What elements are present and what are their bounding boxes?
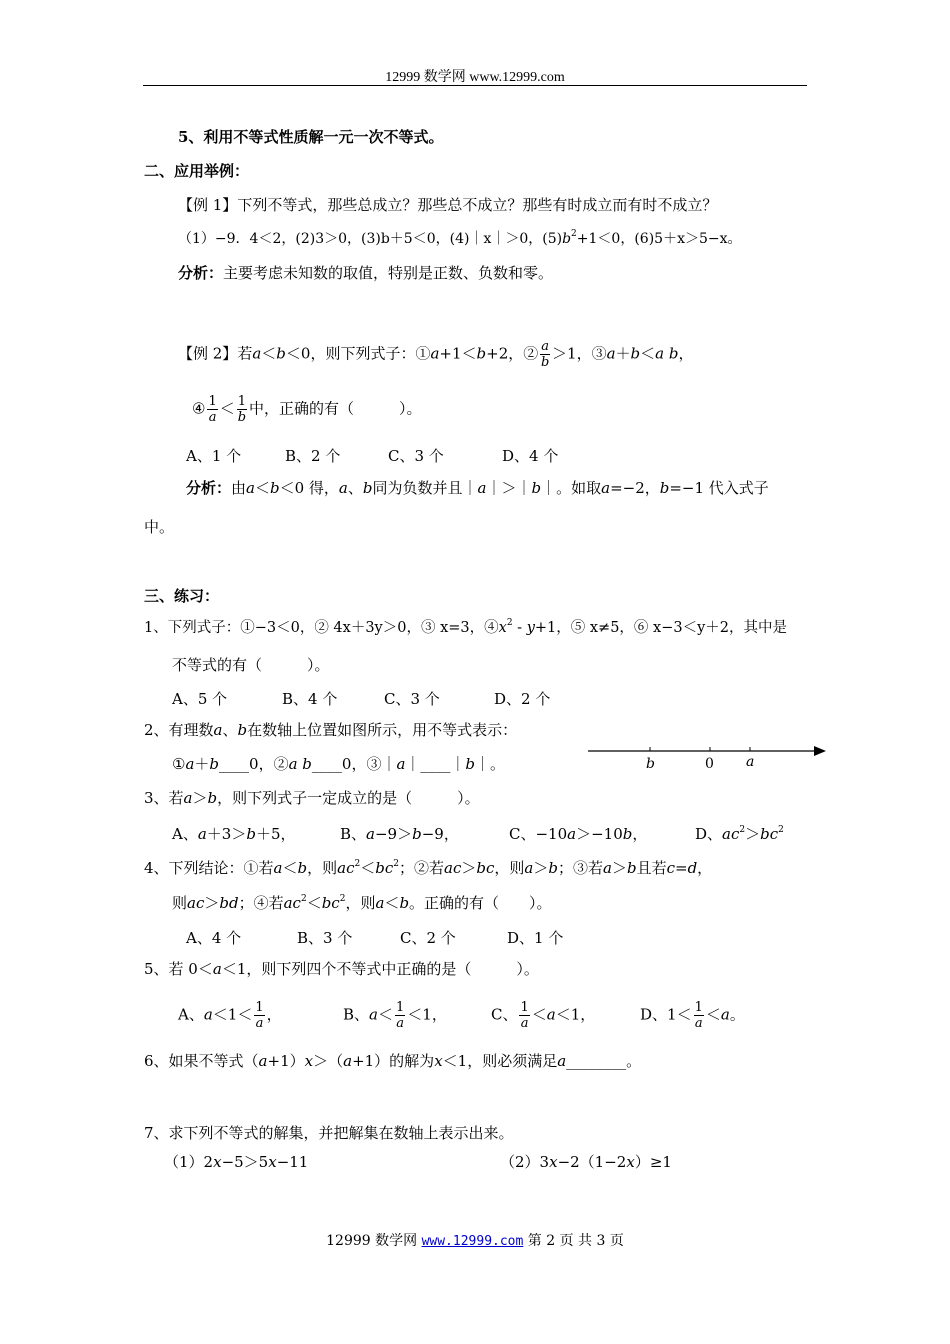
q4-option-c: C、2 个: [400, 929, 456, 947]
text: C、: [491, 1005, 518, 1024]
example1-question: [178, 195, 717, 215]
var-y: y: [526, 620, 535, 636]
q5-option-a: A、a＜1＜ $\frac{1}{a}$ ，: [178, 1000, 282, 1031]
text: ④: [192, 399, 206, 418]
var-b: b: [362, 479, 373, 497]
q7-line1: 7、求下列不等式的解集，并把解集在数轴上表示出来。: [144, 1124, 514, 1142]
example1-items-text: （1）−9．4＜2，(2)3＞0，(3)b＋5＜0，(4)｜x｜＞0，(5): [178, 231, 563, 247]
example2-label: 【例 2】: [178, 344, 238, 363]
var-b: b: [270, 479, 280, 497]
q3-option-c: C、−10a＞−10b，: [509, 825, 648, 843]
example2-option-c: C、3 个: [388, 447, 444, 465]
var-b: b: [207, 789, 218, 807]
text: D、: [695, 825, 723, 843]
text: ｜。如取: [541, 479, 602, 497]
example2-analysis-cont: 中。: [144, 518, 175, 536]
text: 6、如果不等式（: [144, 1052, 259, 1070]
example1-label: 【例 1】: [178, 196, 238, 214]
text: 中，正确的有（ ）。: [249, 399, 422, 418]
q2-line2: ①a＋b____0，②a b____0，③｜a｜____｜b｜。: [172, 755, 506, 773]
var-b: b: [562, 231, 572, 247]
var-b: b: [630, 344, 641, 363]
var-b: b: [276, 344, 286, 363]
text: 、: [222, 721, 238, 739]
footer-link[interactable]: www.12999.com: [421, 1234, 524, 1249]
text: ＋: [615, 344, 631, 363]
q4-option-b: B、3 个: [297, 929, 353, 947]
q3-option-b: B、a−9＞b−9，: [340, 825, 459, 843]
header-rule: [143, 85, 807, 86]
var-a: a: [185, 755, 195, 773]
example1-items-tail: +1＜0，(6)5＋x＞5−x。: [576, 231, 742, 247]
text: 由: [231, 479, 247, 497]
text: ｜。: [475, 755, 506, 773]
text: ＜0 得，: [279, 479, 339, 497]
q6-line: 6、如果不等式（a+1）x＞（a+1）的解为x＜1，则必须满足a________。: [144, 1052, 642, 1070]
page-footer: [0, 1230, 950, 1250]
axis-label-a: a: [746, 754, 755, 770]
text: ）≥1: [634, 1153, 672, 1171]
text: A、: [172, 825, 198, 843]
example1-text: 下列不等式，那些总成立？那些总不成立？那些有时成立而有时不成立？: [237, 196, 718, 214]
text: C、−10: [509, 825, 568, 843]
var-b: b: [465, 755, 476, 773]
q5-option-b: B、a＜ $\frac{1}{a}$ ＜1，: [343, 1000, 447, 1031]
footer-site: 12999 数学网: [326, 1233, 418, 1249]
text: B、: [340, 825, 367, 843]
example2-line1: 【例 2】若a＜b＜0，则下列式子：①a+1＜b+2，② $\frac{a}{b}$ ＞1，③a＋b＜a b，: [178, 339, 694, 370]
text: +1，⑤ x≠5，⑥ x−3＜y＋2，其中是: [534, 620, 788, 636]
q4-line2: 则ac＞bd；④若$ac^2<bc^2$，则a＜b。正确的有（ ）。: [172, 894, 552, 912]
text: +2，②: [486, 344, 539, 363]
text: =−1 代入式子: [669, 479, 769, 497]
q1-line1: 1、下列式子：①−3＜0，② 4x＋3y＞0，③ x=3，$④x^2 - y+1$，⑤ x≠5，⑥ x−3＜y＋2，其中是: [144, 618, 788, 636]
fraction-1-over-b: $\frac{1}{b}$: [237, 394, 247, 425]
analysis-label: 分析：: [186, 479, 232, 497]
exp-2: 2: [571, 229, 577, 239]
fraction-a-over-b: $\frac{a}{b}$: [540, 339, 550, 370]
text: 在数轴上位置如图所示，用不等式表示：: [247, 721, 518, 739]
text: ①: [172, 755, 186, 773]
text: （2）3: [500, 1153, 550, 1171]
text: 。正确的有（ ）。: [409, 894, 552, 912]
q2-line1: [144, 720, 517, 740]
item5-title: 5、利用不等式性质解一元一次不等式。: [178, 128, 444, 146]
axis-label-zero: 0: [705, 756, 714, 772]
text: ____0，②: [219, 755, 289, 773]
q1-option-c: C、3 个: [384, 690, 440, 708]
var-a: a: [396, 755, 406, 773]
text: D、: [640, 1005, 668, 1024]
text: =−2，: [610, 479, 660, 497]
var-ab: a b: [655, 344, 679, 363]
example2-option-a: A、1 个: [186, 447, 242, 465]
var-ab: a b: [288, 755, 312, 773]
text: ＜: [219, 399, 235, 418]
q1-line2: 不等式的有（ ）。: [172, 656, 330, 674]
q7-part2: （2）3x−2（1−2x）≥1: [500, 1153, 672, 1171]
footer-page-number: 第 2 页 共 3 页: [527, 1233, 624, 1249]
text: B、: [343, 1005, 370, 1024]
q4-line1: 4、下列结论：①若a＜b，则$ac^2<bc^2$；②若ac＞bc，则a＞b；③若a＞b且若c=d，: [144, 859, 713, 877]
text: ，则下列式子一定成立的是（ ）。: [217, 789, 480, 807]
q1-option-d: D、2 个: [494, 690, 551, 708]
text: 4、下列结论：①若: [144, 859, 274, 877]
text: 3、若: [144, 789, 184, 807]
var-b: b: [476, 344, 487, 363]
text: ＜0，则下列式子：①: [285, 344, 431, 363]
text: 同为负数并且｜: [372, 479, 478, 497]
var-a: a: [213, 721, 223, 739]
var-a: a: [246, 479, 255, 497]
q3-line1: 3、若a＞b，则下列式子一定成立的是（ ）。: [144, 789, 480, 807]
example1-analysis: [178, 263, 553, 283]
text: 若: [237, 344, 253, 363]
q5-option-d: D、1＜ $\frac{1}{a}$ ＜a。: [640, 1000, 745, 1031]
text: 1、下列式子：①−3＜0，② 4x＋3y＞0，③ x=3，④: [144, 620, 499, 636]
var-a: a: [338, 479, 348, 497]
fraction-1-over-a: $\frac{1}{a}$: [208, 394, 217, 425]
text: −11: [276, 1153, 309, 1171]
var-a: a: [252, 344, 262, 363]
var-a: a: [477, 479, 487, 497]
example2-analysis: 分析：由a＜b＜0 得，a、b同为负数并且｜a｜＞｜b｜。如取a=−2，b=−1 代入式子: [186, 479, 769, 497]
text: ｜＞｜: [486, 479, 532, 497]
var-a: a: [606, 344, 616, 363]
var-a: a: [430, 344, 440, 363]
var-b: b: [531, 479, 542, 497]
var-x: x: [498, 620, 507, 636]
var-a: a: [601, 479, 611, 497]
text: ＜1，则必须满足: [442, 1052, 558, 1070]
text: ________。: [566, 1052, 642, 1070]
number-line: [586, 738, 831, 772]
q1-option-a: A、5 个: [172, 690, 228, 708]
example2-option-d: D、4 个: [502, 447, 559, 465]
q5-option-c: C、 $\frac{1}{a}$ ＜a＜1，: [491, 1000, 596, 1031]
text: 2、有理数: [144, 721, 214, 739]
text: 则: [172, 894, 188, 912]
q3-option-a: A、a＋3＞b＋5，: [172, 825, 296, 843]
axis-label-b: b: [646, 756, 655, 772]
q4-option-a: A、4 个: [186, 929, 242, 947]
var-b: b: [209, 755, 220, 773]
example1-items: [178, 229, 742, 249]
analysis-label: 分析：: [178, 264, 224, 282]
text: ＞（: [313, 1052, 344, 1070]
text: ＜1，则下列四个不等式中正确的是（ ）。: [221, 960, 539, 978]
text: +1）的解为: [352, 1052, 435, 1070]
text: A、: [178, 1005, 204, 1024]
var-b: b: [237, 721, 248, 739]
section2-title: 二、应用举例：: [144, 162, 250, 180]
text: ____0，③｜: [311, 755, 397, 773]
text: −2（1−2: [557, 1153, 627, 1171]
text: （1）2: [164, 1153, 214, 1171]
text: ＞1，③: [552, 344, 607, 363]
example2-line2: [192, 394, 422, 425]
q3-option-d: D、$ac^2>bc^2$: [695, 825, 784, 843]
q4-option-d: D、1 个: [507, 929, 564, 947]
q1-option-b: B、4 个: [282, 690, 338, 708]
text: ＜: [640, 344, 656, 363]
q7-part1: （1）2x−5＞5x−11: [164, 1153, 309, 1171]
text: +1＜: [439, 344, 477, 363]
q5-line1: 5、若 0＜a＜1，则下列四个不等式中正确的是（ ）。: [144, 960, 539, 978]
section3-title: 三、练习：: [144, 587, 220, 605]
analysis-text: 主要考虑未知数的取值，特别是正数、负数和零。: [223, 264, 554, 282]
var-a: a: [183, 789, 193, 807]
text: 5、若 0＜: [144, 960, 213, 978]
var-b: b: [659, 479, 670, 497]
text: −5＞5: [221, 1153, 269, 1171]
page-header: 12999 数学网 www.12999.com: [385, 70, 565, 85]
example2-option-b: B、2 个: [285, 447, 341, 465]
text: +1）: [267, 1052, 305, 1070]
text: ｜____｜: [405, 755, 466, 773]
